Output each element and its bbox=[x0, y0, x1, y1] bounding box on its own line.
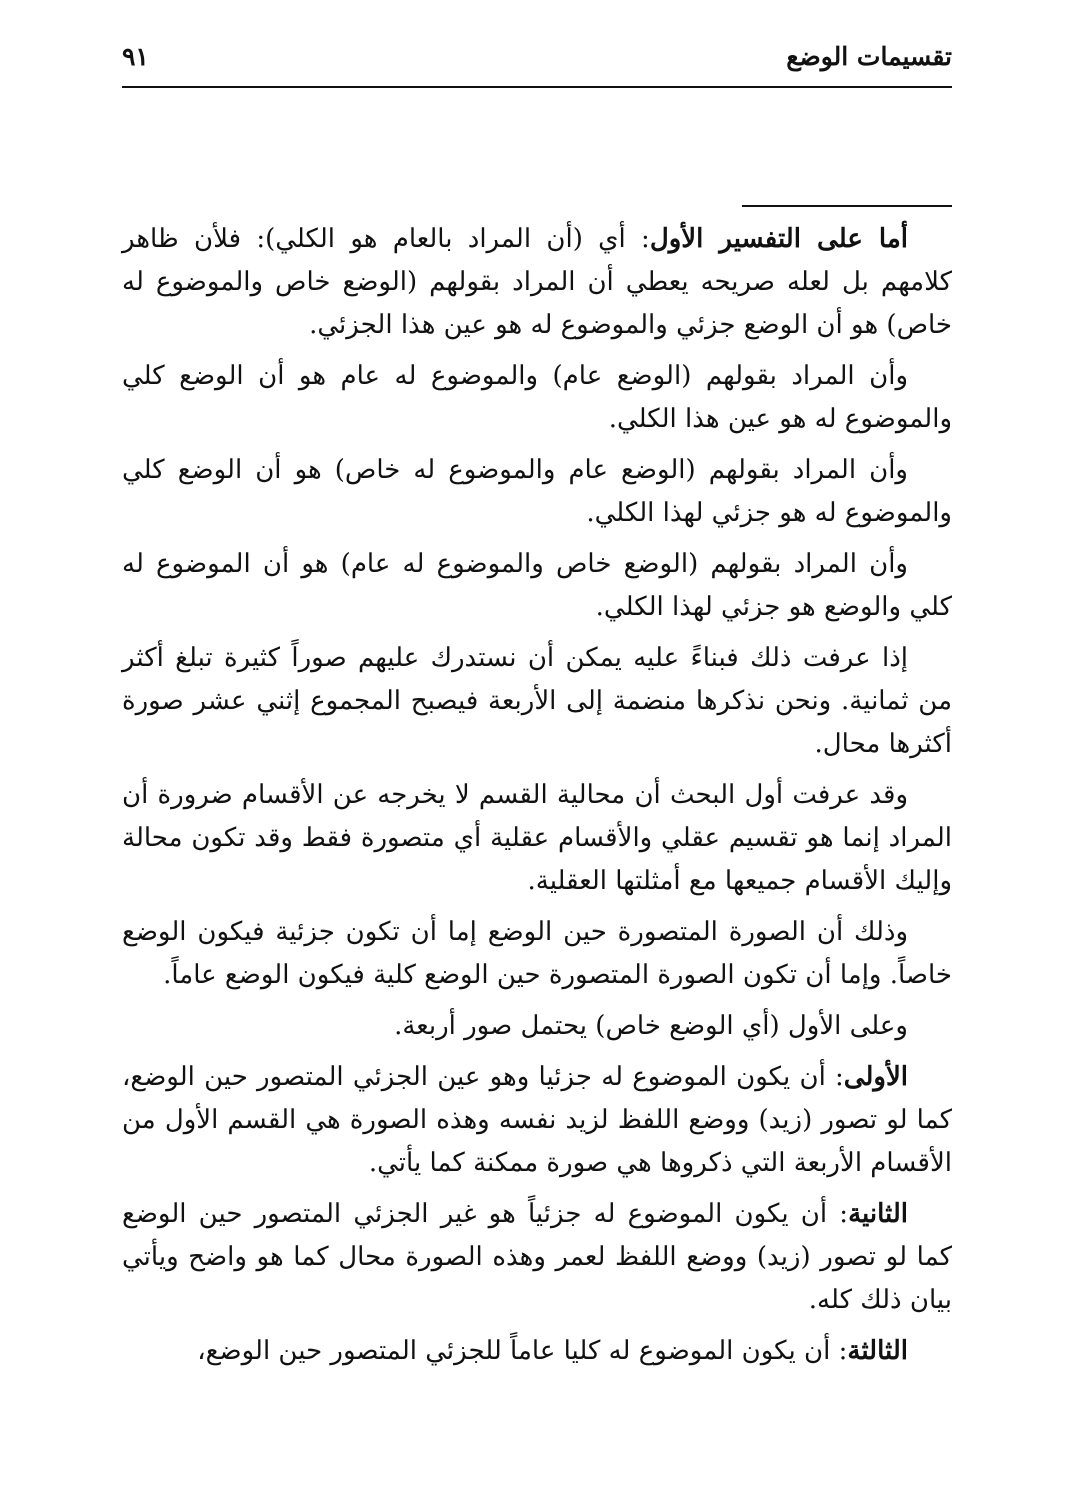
paragraph-text: : أن يكون الموضوع له جزئيا وهو عين الجزئي المتصور حين الوضع، كما لو تصور (زيد) ووضع اللفظ لزيد نفسه وهذه الصورة هي القسم الأول من الأقسام الأربعة التي ذكروها هي صورة ممكنة كما يأتي. bbox=[122, 1062, 952, 1178]
header-title: تقسيمات الوضع bbox=[786, 42, 952, 71]
paragraph-text: وعلى الأول (أي الوضع خاص) يحتمل صور أربعة. bbox=[394, 1011, 908, 1041]
paragraph-text: : أن يكون الموضوع له جزئياً هو غير الجزئي المتصور حين الوضع كما لو تصور (زيد) ووضع اللفظ لعمر وهذه الصورة محال كما هو واضح ويأتي بيان ذلك كله. bbox=[122, 1199, 952, 1315]
paragraph bbox=[122, 543, 952, 629]
paragraph-text: وقد عرفت أول البحث أن محالية القسم لا يخرجه عن الأقسام ضرورة أن المراد إنما هو تقسيم عقلي والأقسام عقلية أي متصورة فقط وقد تكون محالة وإليك الأقسام جميعها مع أمثلتها العقلية. bbox=[122, 780, 952, 896]
paragraph-text: : أن يكون الموضوع له كليا عاماً للجزئي المتصور حين الوضع، bbox=[197, 1336, 848, 1366]
paragraph-text: وأن المراد بقولهم (الوضع عام) والموضوع له عام هو أن الوضع كلي والموضوع له هو عين هذا الكلي. bbox=[122, 361, 952, 434]
paragraph bbox=[122, 1056, 952, 1185]
paragraph-lead: أما على التفسير الأول bbox=[649, 224, 909, 254]
paragraph-text: وأن المراد بقولهم (الوضع عام والموضوع له خاص) هو أن الوضع كلي والموضوع له هو جزئي لهذا الكلي. bbox=[122, 455, 952, 528]
paragraph bbox=[122, 1330, 952, 1373]
paragraph bbox=[122, 355, 952, 441]
paragraph-lead: الأولى bbox=[843, 1062, 908, 1092]
paragraph bbox=[122, 218, 952, 347]
paragraph bbox=[122, 911, 952, 997]
paragraph-text: وأن المراد بقولهم (الوضع خاص والموضوع له عام) هو أن الموضوع له كلي والوضع هو جزئي لهذا الكلي. bbox=[122, 549, 952, 622]
paragraph bbox=[122, 637, 952, 766]
paragraph bbox=[122, 1005, 952, 1048]
paragraph-text: إذا عرفت ذلك فبناءً عليه يمكن أن نستدرك عليهم صوراً كثيرة تبلغ أكثر من ثمانية. ونحن نذكرها منضمة إلى الأربعة فيصبح المجموع إثني عشر صورة أكثرها محال. bbox=[122, 643, 952, 759]
running-header bbox=[122, 40, 952, 88]
paragraph-lead: الثالثة bbox=[847, 1336, 908, 1366]
paragraph bbox=[122, 1193, 952, 1322]
page-number: ٩١ bbox=[122, 42, 149, 71]
paragraph-text: : أي (أن المراد بالعام هو الكلي): فلأن ظاهر كلامهم بل لعله صريحه يعطي أن المراد بقولهم (الوضع خاص والموضوع له خاص) هو أن الوضع جزئي والموضوع له هو عين هذا الجزئي. bbox=[122, 224, 952, 340]
body-text bbox=[122, 218, 952, 1381]
paragraph-lead: الثانية bbox=[848, 1199, 908, 1229]
section-divider bbox=[742, 205, 952, 207]
paragraph bbox=[122, 449, 952, 535]
paragraph-text: وذلك أن الصورة المتصورة حين الوضع إما أن تكون جزئية فيكون الوضع خاصاً. وإما أن تكون الصورة المتصورة حين الوضع كلية فيكون الوضع عاماً. bbox=[122, 917, 952, 990]
paragraph bbox=[122, 774, 952, 903]
